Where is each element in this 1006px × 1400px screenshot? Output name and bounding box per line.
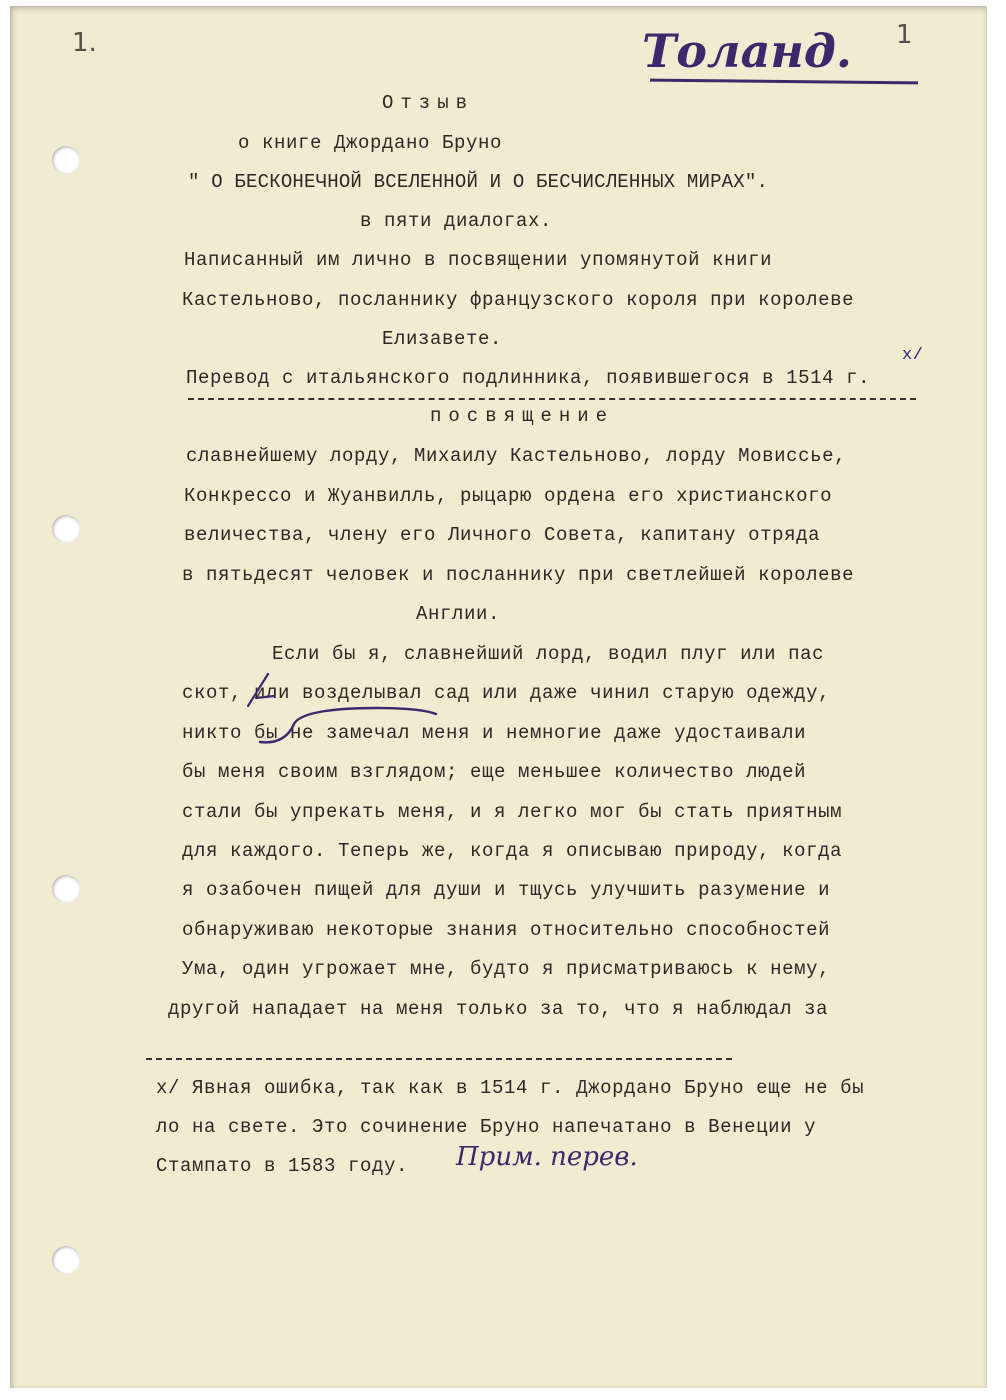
- dedication-line: славнейшему лорду, Михаилу Кастельново, лорду Мовиссье,: [186, 445, 847, 467]
- document-title: Отзыв: [382, 92, 475, 114]
- dedication-line: Англии.: [416, 603, 501, 625]
- footnote-line: x/ Явная ошибка, так как в 1514 г. Джордано Бруно еще не бы: [156, 1077, 865, 1099]
- punch-hole: [52, 515, 80, 543]
- footnote-line: Стампато в 1583 году.: [156, 1155, 409, 1177]
- body-line: бы меня своим взглядом; еще меньшее количество людей: [182, 761, 807, 783]
- heading-book-title: " О БЕСКОНЕЧНОЙ ВСЕЛЕННОЙ И О БЕСЧИСЛЕННЫХ МИРАХ".: [188, 171, 769, 193]
- page-number-right: 1: [896, 20, 913, 50]
- body-line: Если бы я, славнейший лорд, водил плуг или пас: [272, 643, 825, 665]
- dedication-line: Конкрессо и Жуанвилль, рыцарю ордена его христианского: [184, 485, 833, 507]
- heading-translation-note: Перевод с итальянского подлинника, появившегося в 1514 г.: [186, 367, 871, 389]
- heading-line: Кастельново, посланнику французского короля при королеве: [182, 289, 855, 311]
- handwritten-insertion-mark: [256, 704, 456, 748]
- dedication-line: величества, члену его Личного Совета, капитану отряда: [184, 524, 821, 546]
- handwritten-author-name: Толанд.: [642, 24, 852, 78]
- footnote-marker: x/: [902, 346, 924, 365]
- heading-line: Елизавете.: [382, 328, 503, 350]
- separator-dashes: [188, 398, 916, 400]
- document-page: [10, 6, 987, 1388]
- body-line: стали бы упрекать меня, и я легко мог бы стать приятным: [182, 801, 843, 823]
- body-line: Ума, один угрожает мне, будто я присматриваюсь к нему,: [182, 958, 831, 980]
- page-number-left: 1.: [72, 28, 97, 58]
- body-line: я озабочен пищей для души и тщусь улучшить разумение и: [182, 879, 831, 901]
- body-line: скот, или возделывал сад или даже чинил старую одежду,: [182, 682, 831, 704]
- body-line: для каждого. Теперь же, когда я описываю природу, когда: [182, 840, 843, 862]
- punch-hole: [52, 146, 80, 174]
- punch-hole: [52, 1246, 80, 1274]
- handwritten-underline: [650, 79, 918, 85]
- punch-hole: [52, 875, 80, 903]
- footnote-separator: [146, 1058, 732, 1060]
- footnote-line: ло на свете. Это сочинение Бруно напечатано в Венеции у: [156, 1116, 817, 1138]
- dedication-title: посвящение: [430, 405, 615, 427]
- dedication-line: в пятьдесят человек и посланнику при светлейшей королеве: [182, 564, 855, 586]
- body-line: другой нападает на меня только за то, что я наблюдал за: [168, 998, 829, 1020]
- body-line: обнаруживаю некоторые знания относительно способностей: [182, 919, 831, 941]
- body-line: никто бы не замечал меня и немногие даже удостаивали: [182, 722, 807, 744]
- heading-line: о книге Джордано Бруно: [238, 132, 503, 154]
- heading-line: Написанный им лично в посвящении упомянутой книги: [184, 249, 773, 271]
- handwritten-translator-note: Прим. перев.: [456, 1142, 638, 1172]
- heading-line: в пяти диалогах.: [360, 210, 553, 232]
